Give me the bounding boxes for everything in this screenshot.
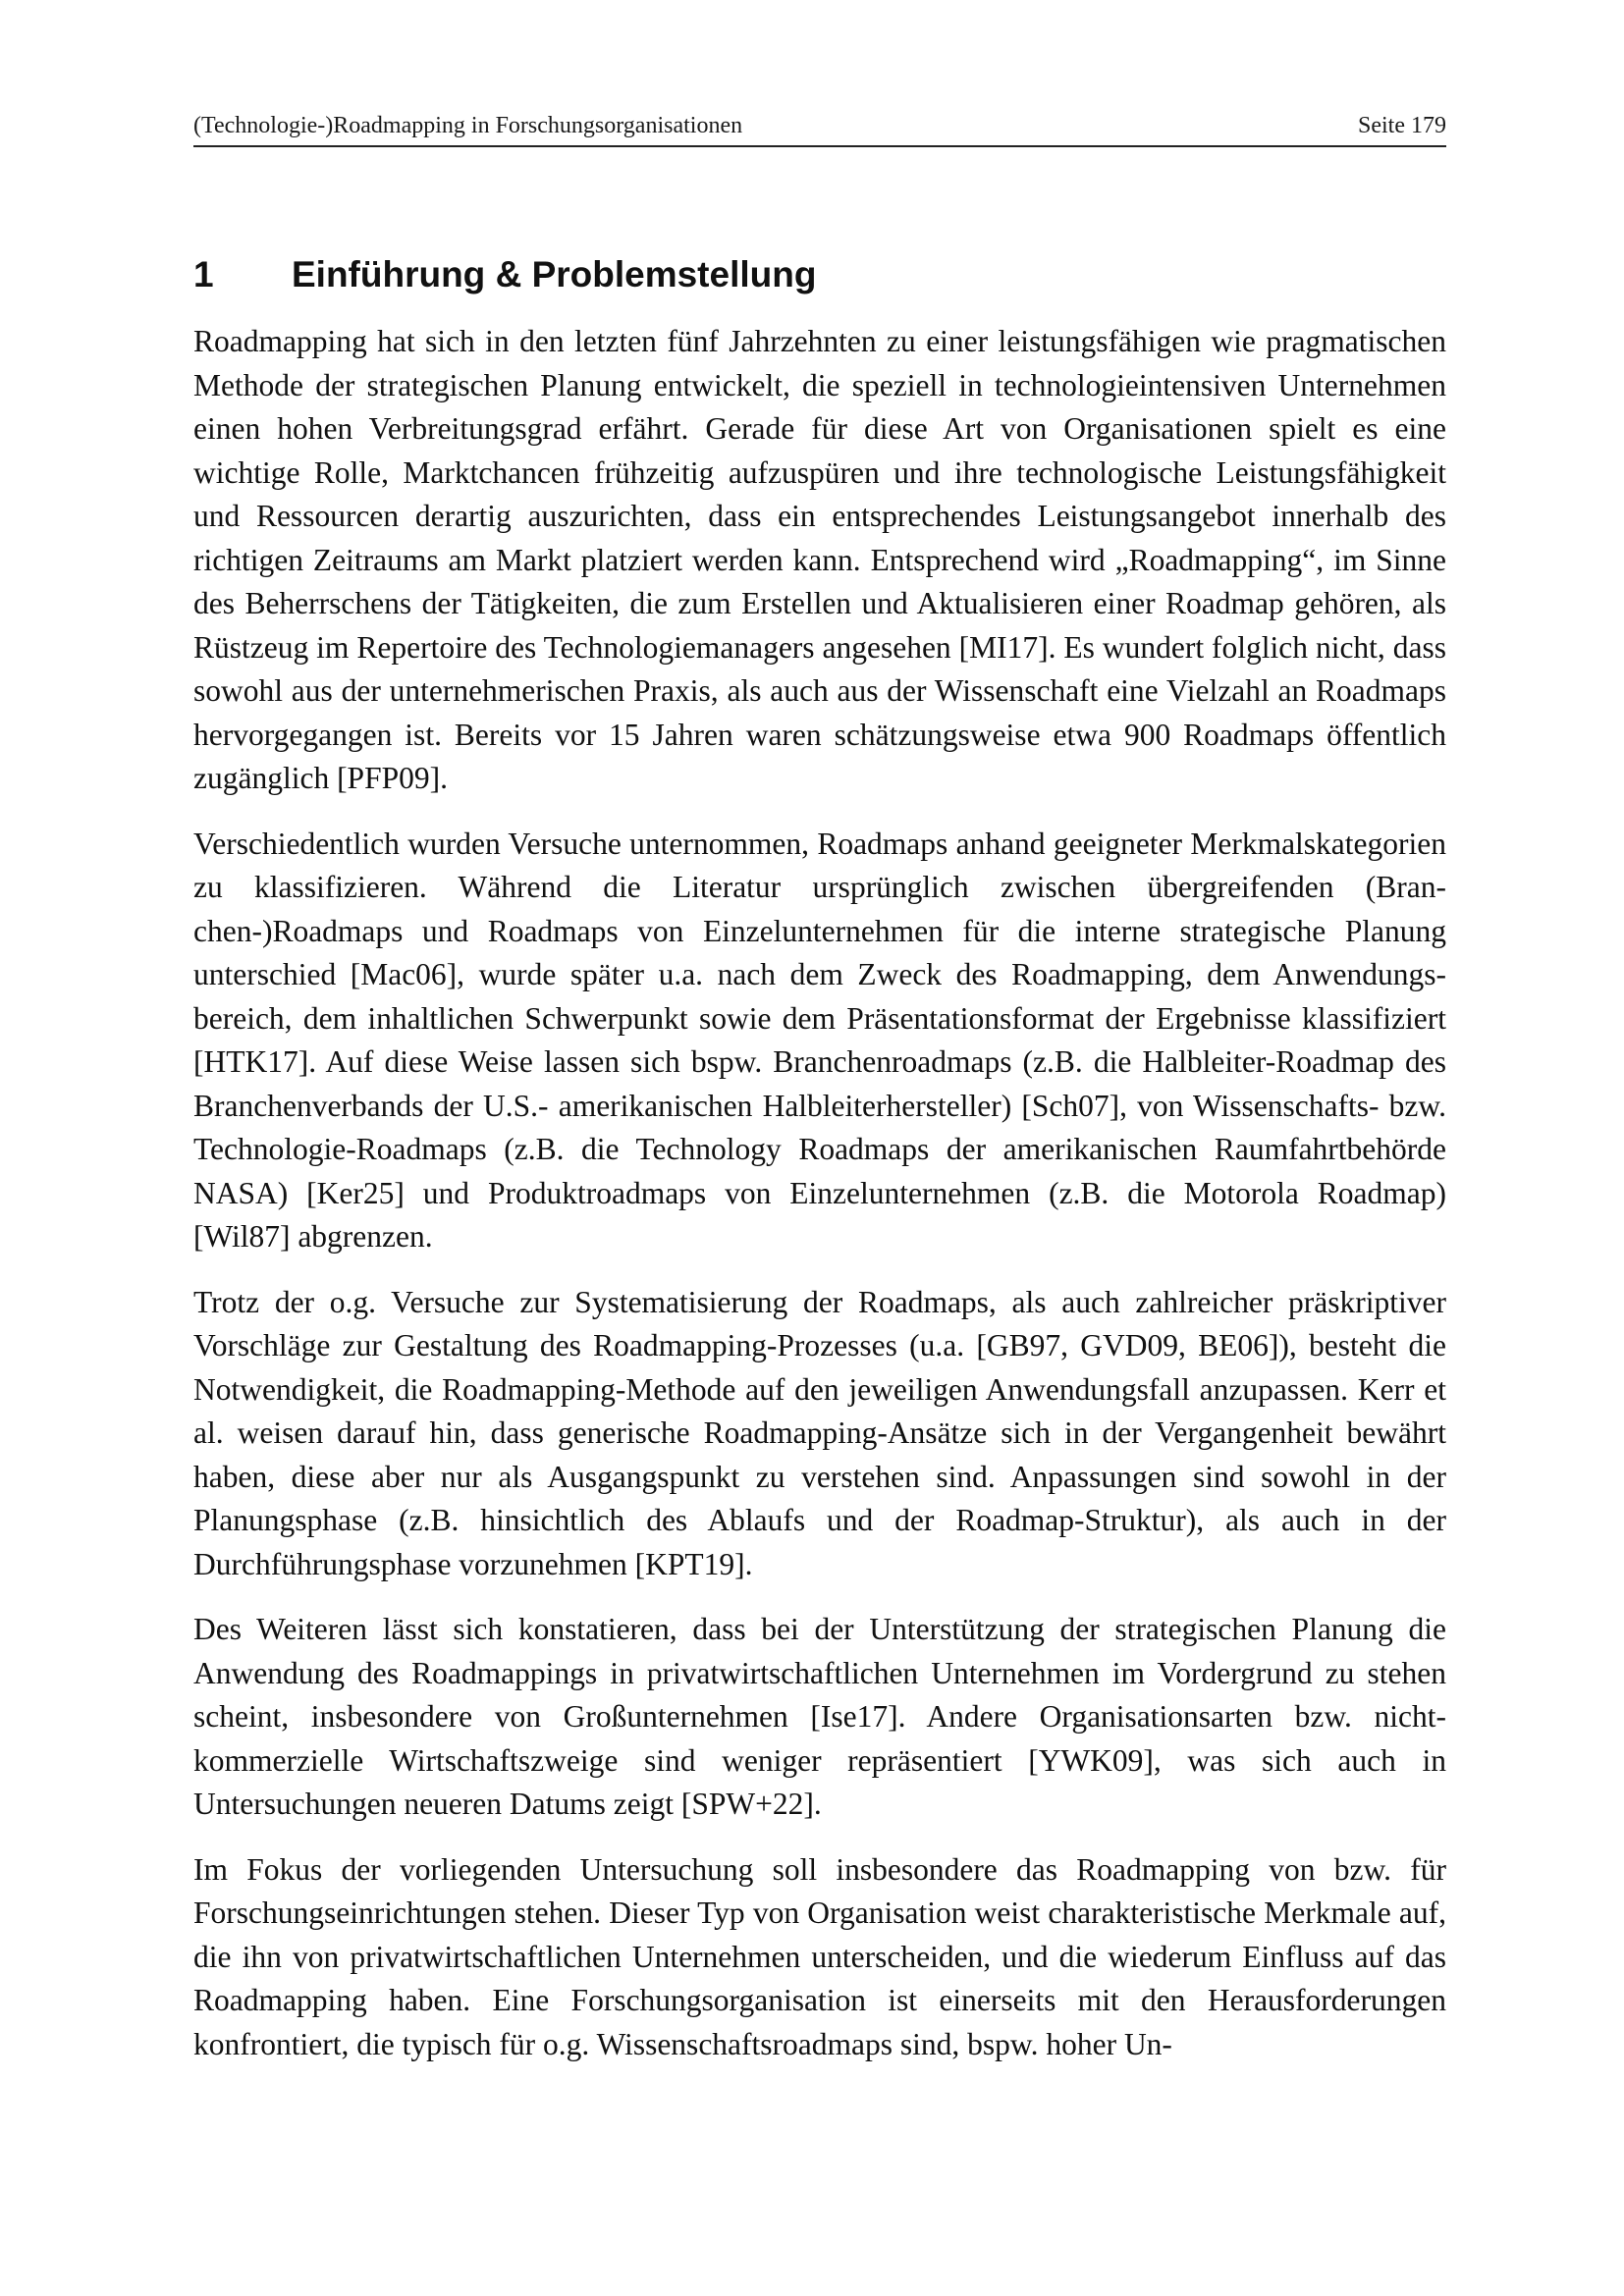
section-number: 1 (193, 254, 214, 294)
header-title: (Technologie-)Roadmapping in Forschungsorganisationen (193, 113, 743, 138)
page-number: Seite 179 (1358, 113, 1446, 138)
paragraph: Trotz der o.g. Versuche zur Systematisierung der Roadmaps, als auch zahlreicher präskriptiver Vorschläge zur Gestaltung des Roadmapping-Prozesses (u.a. [GB97, GVD09, BE06]), besteht die Notwendigkeit, die Roadmapping-Methode auf den jeweiligen Anwendungsfall anzupassen. Kerr et al. weisen darauf hin, dass generische Roadmapping-Ansätze sich in der Vergangenheit bewährt haben, diese aber nur als Ausgangspunkt zu verstehen sind. Anpassungen sind sowohl in der Planungsphase (z.B. hinsichtlich des Ablaufs und der Roadmap-Struktur), als auch in der Durchführungsphase vorzunehmen [KPT19]. (193, 1284, 1446, 1581)
paragraph: Im Fokus der vorliegenden Untersuchung soll insbesondere das Roadmapping von bzw. für Forschungseinrichtungen stehen. Dieser Typ von Organisation weist charakteristische Merkmale auf, die ihn von privatwirtschaftlichen Unternehmen unterscheiden, und die wiederum Einfluss auf das Roadmapping haben. Eine Forschungsorganisation ist einerseits mit den Herausforderungen konfrontiert, die typisch für o.g. Wissenschaftsroadmaps sind, bspw. hoher Un- (193, 1851, 1446, 2061)
body-text (193, 320, 1446, 2088)
section-heading (193, 247, 1446, 302)
paragraph: Roadmapping hat sich in den letzten fünf Jahrzehnten zu einer leistungsfähigen wie pragmatischen Methode der strategischen Planung entwickelt, die speziell in technologieintensiven Unternehmen einen hohen Verbreitungsgrad erfährt. Gerade für diese Art von Organisationen spielt es eine wichtige Rolle, Marktchancen frühzeitig aufzuspüren und ihre technologische Leistungsfähigkeit und Ressourcen derartig auszurichten, dass ein entsprechendes Leistungsangebot innerhalb des richtigen Zeitraums am Markt platziert werden kann. Entsprechend wird „Roadmapping“, im Sinne des Beherrschens der Tätigkeiten, die zum Erstellen und Aktualisieren einer Roadmap gehören, als Rüstzeug im Repertoire des Technologiemanagers angesehen [MI17]. Es wundert folglich nicht, dass sowohl aus der unternehmerischen Praxis, als auch aus der Wissenschaft eine Vielzahl an Roadmaps hervorgegangen ist. Bereits vor 15 Jahren waren schätzungsweise etwa 900 Roadmaps öffentlich zugänglich [PFP09]. (193, 324, 1446, 795)
running-header (193, 106, 1446, 147)
paragraph: Des Weiteren lässt sich konstatieren, dass bei der Unterstützung der strategischen Planung die Anwendung des Roadmappings in privatwirtschaftlichen Unternehmen im Vordergrund zu stehen scheint, insbesondere von Großunternehmen [Ise17]. Andere Organisationsarten bzw. nicht-kommerzielle Wirtschaftszweige sind weniger repräsentiert [YWK09], was sich auch in Untersuchungen neueren Datums zeigt [SPW+22]. (193, 1612, 1446, 1821)
section-title: Einführung & Problemstellung (292, 254, 817, 294)
paragraph: Verschiedentlich wurden Versuche unternommen, Roadmaps anhand geeigneter Merkmalskategorien zu klassifizieren. Während die Literatur ursprünglich zwischen übergreifenden (Branchen-)Roadmaps und Roadmaps von Einzelunternehmen für die interne strategische Planung unterschied [Mac06], wurde später u.a. nach dem Zweck des Roadmapping, dem Anwendungsbereich, dem inhaltlichen Schwerpunkt sowie dem Präsentationsformat der Ergebnisse klassifiziert [HTK17]. Auf diese Weise lassen sich bspw. Branchenroadmaps (z.B. die Halbleiter-Roadmap des Branchenverbands der U.S.- amerikanischen Halbleiterhersteller) [Sch07], von Wissenschafts- bzw. Technologie-Roadmaps (z.B. die Technology Roadmaps der amerikanischen Raumfahrtbehörde NASA) [Ker25] und Produktroadmaps von Einzelunternehmen (z.B. die Motorola Roadmap) [Wil87] abgrenzen. (193, 826, 1446, 1254)
